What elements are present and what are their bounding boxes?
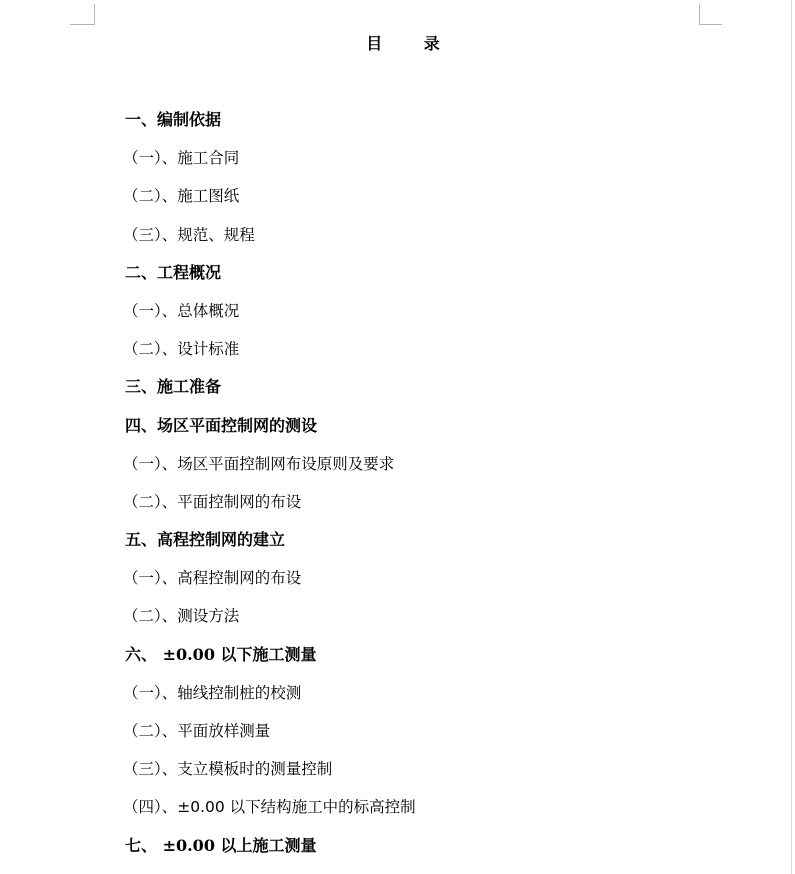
toc-heading[interactable]: 五、高程控制网的建立	[125, 530, 286, 550]
toc-subheading[interactable]: （一）、轴线控制桩的校测	[123, 683, 302, 702]
page-edge-line	[791, 0, 792, 874]
toc-heading[interactable]: 一、编制依据	[125, 110, 222, 129]
toc-subheading[interactable]: （二）、平面控制网的布设	[123, 492, 302, 511]
table-of-contents	[125, 109, 416, 873]
toc-subheading[interactable]: （二）、施工图纸	[123, 187, 240, 206]
toc-subheading[interactable]: （二）、平面放样测量	[123, 722, 271, 740]
toc-heading[interactable]: 六、 ±0.00 以下施工测量	[125, 644, 317, 664]
toc-title: 目 录	[366, 34, 458, 53]
crop-mark-top-right	[699, 4, 722, 25]
toc-heading[interactable]: 三、施工准备	[125, 377, 222, 397]
toc-subheading[interactable]: （四）、±0.00 以下结构施工中的标高控制	[123, 798, 416, 817]
toc-subheading[interactable]: （一）、高程控制网的布设	[123, 569, 302, 588]
crop-mark-top-left	[70, 4, 95, 25]
toc-subheading[interactable]: （一）、总体概况	[123, 301, 240, 320]
toc-subheading[interactable]: （二）、测设方法	[123, 607, 240, 626]
toc-heading[interactable]: 四、场区平面控制网的测设	[125, 415, 318, 435]
toc-subheading[interactable]: （二）、设计标准	[123, 340, 240, 359]
toc-subheading[interactable]: （一）、施工合同	[123, 149, 240, 168]
toc-heading[interactable]: 二、工程概况	[125, 262, 222, 282]
toc-subheading[interactable]: （一）、场区平面控制网布设原则及要求	[123, 454, 395, 473]
toc-subheading[interactable]: （三）、规范、规程	[123, 225, 255, 244]
toc-heading[interactable]: 七、 ±0.00 以上施工测量	[125, 835, 317, 855]
toc-subheading[interactable]: （三）、支立模板时的测量控制	[123, 760, 333, 779]
